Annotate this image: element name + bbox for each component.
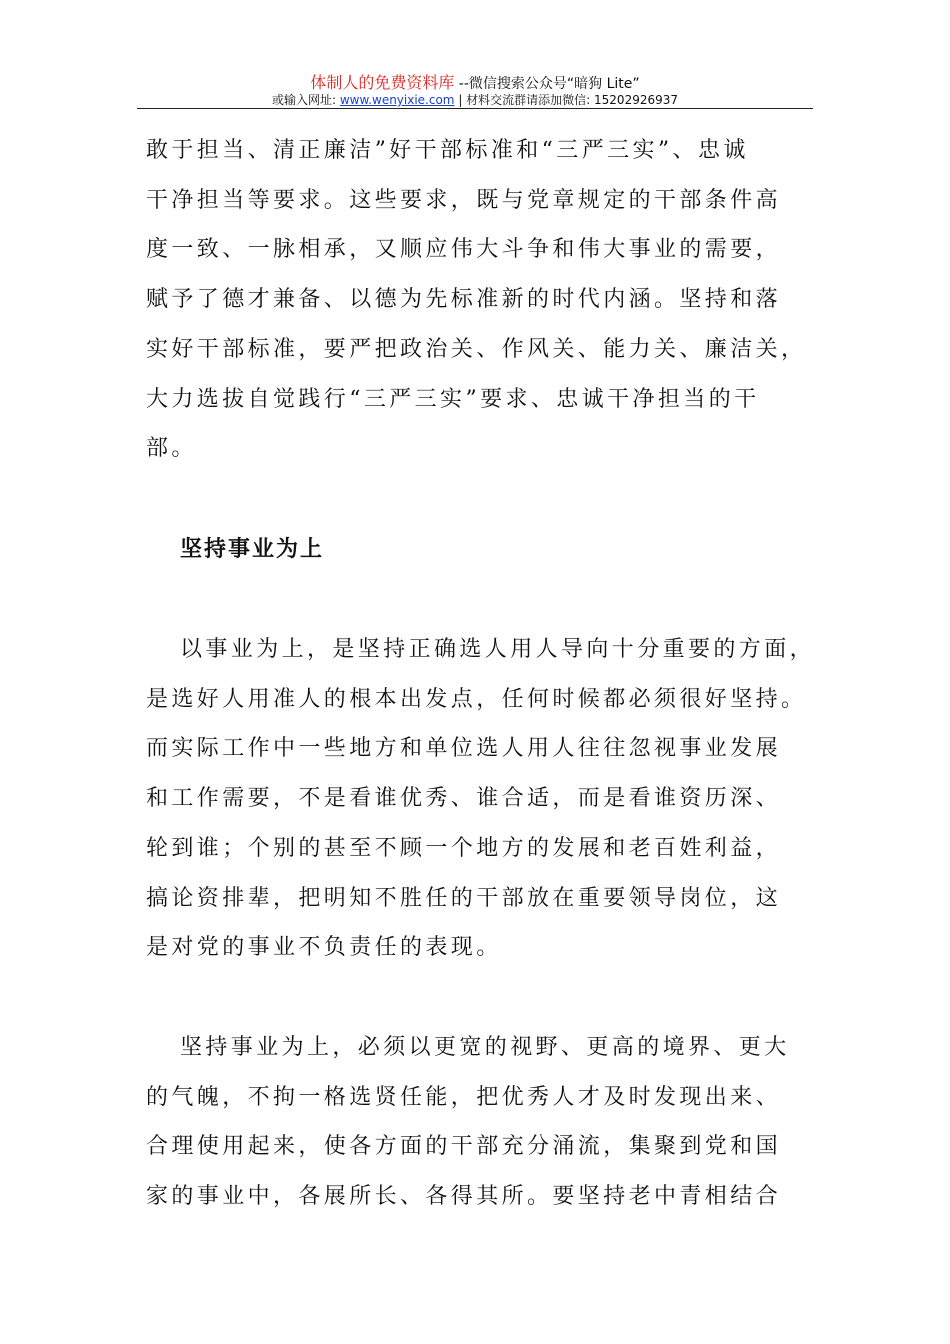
paragraph-line: 搞论资排辈，把明知不胜任的干部放在重要领导岗位，这 — [146, 885, 782, 911]
section-heading: 坚持事业为上 — [180, 537, 325, 562]
paragraph-line: 部。 — [146, 436, 197, 462]
paragraph-line: 合理使用起来，使各方面的干部充分涌流，集聚到党和国 — [146, 1134, 782, 1160]
paragraph-line: 坚持事业为上，必须以更宽的视野、更高的境界、更大 — [180, 1035, 790, 1060]
paragraph-line: 是选好人用准人的根本出发点，任何时候都必须很好坚持。 — [146, 686, 807, 712]
paragraph-line: 赋予了德才兼备、以德为先标准新的时代内涵。坚持和落 — [146, 287, 782, 313]
paragraph-line: 的气魄，不拘一格选贤任能，把优秀人才及时发现出来、 — [146, 1084, 782, 1110]
site-link[interactable]: www.wenyixie.com — [339, 93, 455, 107]
paragraph-line: 干净担当等要求。这些要求，既与党章规定的干部条件高 — [146, 187, 782, 213]
paragraph-line: 实好干部标准，要严把政治关、作风关、能力关、廉洁关， — [146, 336, 807, 362]
wechat-hint: --微信搜索公众号“暗狗 Lite” — [454, 76, 640, 92]
header-divider — [137, 108, 813, 109]
paragraph-line: 而实际工作中一些地方和单位选人用人往往忽视事业发展 — [146, 736, 782, 762]
paragraph-line: 家的事业中，各展所长、各得其所。要坚持老中青相结合 — [146, 1184, 782, 1210]
header-contact-line — [0, 91, 950, 108]
paragraph-line: 是对党的事业不负责任的表现。 — [146, 935, 502, 961]
paragraph-line: 敢于担当、清正廉洁”好干部标准和“三严三实”、忠诚 — [146, 138, 749, 163]
paragraph-line: 轮到谁；个别的甚至不顾一个地方的发展和老百姓利益， — [146, 835, 782, 861]
watermark-header — [0, 70, 950, 93]
url-prefix: 或输入网址: — [271, 93, 340, 107]
paragraph-line: 度一致、一脉相承，又顺应伟大斗争和伟大事业的需要， — [146, 237, 782, 263]
paragraph-line: 以事业为上，是坚持正确选人用人导向十分重要的方面， — [180, 637, 816, 662]
contact-info: | 材料交流群请添加微信: 15202926937 — [454, 93, 679, 107]
site-name: 体制人的免费资料库 — [310, 73, 455, 92]
paragraph-line: 大力选拔自觉践行“三严三实”要求、忠诚干净担当的干 — [146, 386, 760, 412]
paragraph-line: 和工作需要，不是看谁优秀、谁合适，而是看谁资历深、 — [146, 786, 782, 812]
